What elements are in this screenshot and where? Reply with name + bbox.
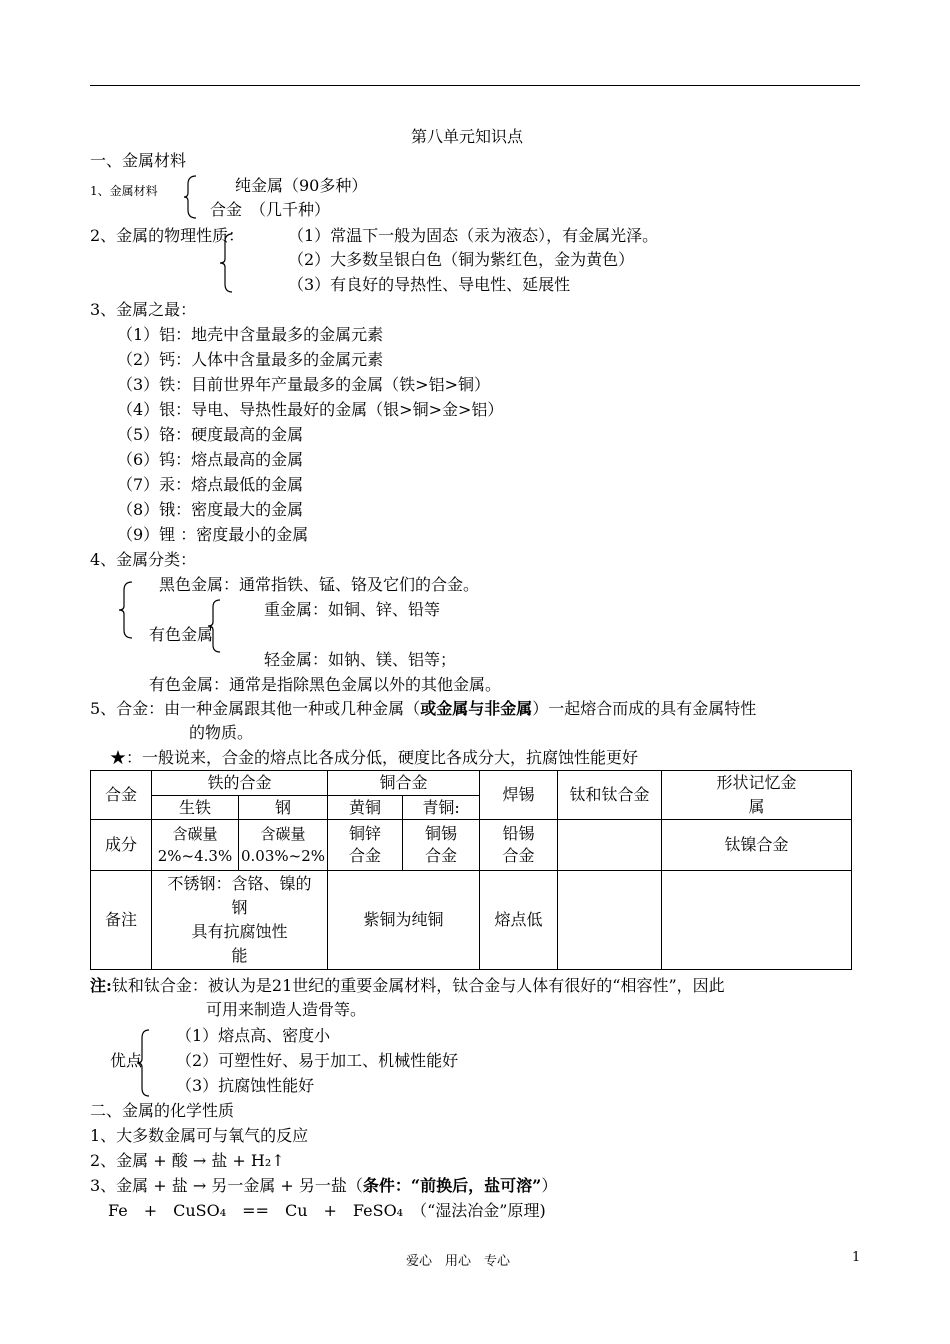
header-copper-alloy: 铜合金 bbox=[328, 771, 480, 796]
cell-shape-memory-remarks bbox=[662, 871, 852, 970]
item4-label: 4、金属分类： bbox=[90, 550, 197, 569]
item2-label: 2、金属的物理性质： bbox=[90, 226, 245, 245]
alloy-def-bold: 或金属与非金属 bbox=[420, 699, 533, 718]
cell-solder-comp: 铅锡 合金 bbox=[480, 820, 558, 871]
superlative-8: （8）锇：密度最大的金属 bbox=[117, 500, 304, 519]
alloy-text: 合金 （几千种） bbox=[210, 200, 331, 219]
black-metal-text: 黑色金属：通常指铁、锰、铬及它们的合金。 bbox=[159, 575, 480, 594]
section2-heading: 二、金属的化学性质 bbox=[90, 1101, 235, 1120]
cell-shape-memory-comp: 钛镍合金 bbox=[662, 820, 852, 871]
item1-brace bbox=[184, 174, 198, 220]
colored-metal-def: 有色金属：通常是指除黑色金属以外的其他金属。 bbox=[149, 675, 502, 694]
pure-metal-text: 纯金属（90多种） bbox=[235, 176, 368, 195]
chem-prop-3-part1: 3、金属 + 盐 → 另一金属 + 另一盐（ bbox=[90, 1176, 363, 1195]
chem-prop-2: 2、金属 + 酸 → 盐 + H₂↑ bbox=[90, 1151, 285, 1170]
cell-steel-comp: 含碳量 0.03%~2% bbox=[239, 820, 328, 871]
alloy-definition bbox=[90, 699, 756, 719]
footer-text: 爱心 用心 专心 bbox=[406, 1254, 511, 1269]
section1-heading: 一、金属材料 bbox=[90, 151, 187, 170]
superlative-9: （9）锂 ：密度最小的金属 bbox=[117, 525, 309, 544]
superlative-5: （5）铬：硬度最高的金属 bbox=[117, 425, 304, 444]
alloy-table bbox=[90, 770, 852, 970]
subheader-bronze: 青铜: bbox=[403, 796, 480, 820]
page-title: 第八单元知识点 bbox=[411, 127, 524, 146]
chem-prop-3-condition: 条件：“前换后，盐可溶” bbox=[362, 1176, 542, 1195]
page-number: 1 bbox=[852, 1250, 861, 1265]
superlative-2: （2）钙：人体中含量最多的金属元素 bbox=[117, 350, 384, 369]
cell-brass-comp: 铜锌 合金 bbox=[328, 820, 403, 871]
phys-prop-2: （2）大多数呈银白色（铜为紫红色，金为黄色） bbox=[288, 250, 635, 269]
heavy-metal-text: 重金属：如铜、锌、铅等 bbox=[264, 600, 441, 619]
phys-prop-3: （3）有良好的导热性、导电性、延展性 bbox=[288, 275, 571, 294]
note-label: 注: bbox=[90, 976, 112, 995]
alloy-def-part1: 5、合金：由一种金属跟其他一种或几种金属（ bbox=[90, 699, 421, 718]
header-rule bbox=[90, 85, 860, 86]
cell-titanium-comp bbox=[558, 820, 662, 871]
note-text: 钛和钛合金：被认为是21世纪的重要金属材料，钛合金与人体有很好的“相容性”，因此 bbox=[111, 976, 725, 995]
row-label-remarks: 备注 bbox=[91, 871, 152, 970]
phys-prop-1: （1）常温下一般为固态（汞为液态），有金属光泽。 bbox=[288, 226, 659, 245]
superlative-1: （1）铝：地壳中含量最多的金属元素 bbox=[117, 325, 384, 344]
superlative-4: （4）银：导电、导热性最好的金属（银>铜>金>铝） bbox=[117, 400, 504, 419]
header-solder: 焊锡 bbox=[480, 771, 558, 820]
note-line2: 可用来制造人造骨等。 bbox=[206, 1000, 367, 1019]
cell-copper-remarks: 紫铜为纯铜 bbox=[328, 871, 480, 970]
subheader-brass: 黄铜 bbox=[328, 796, 403, 820]
header-iron-alloy: 铁的合金 bbox=[152, 771, 328, 796]
cell-pig-iron-comp: 含碳量 2%~4.3% bbox=[152, 820, 239, 871]
advantage-2: （2）可塑性好、易于加工、机械性能好 bbox=[176, 1051, 459, 1070]
light-metal-text: 轻金属：如钠、镁、铝等； bbox=[264, 650, 457, 669]
superlative-7: （7）汞：熔点最低的金属 bbox=[117, 475, 304, 494]
cell-bronze-comp: 铜锡 合金 bbox=[403, 820, 480, 871]
header-shape-memory: 形状记忆金属 bbox=[662, 771, 852, 820]
superlative-6: （6）钨：熔点最高的金属 bbox=[117, 450, 304, 469]
advantages-label: 优点 bbox=[110, 1051, 143, 1070]
row-label-composition: 成分 bbox=[91, 820, 152, 871]
chem-prop-1: 1、大多数金属可与氧气的反应 bbox=[90, 1126, 309, 1145]
titanium-note bbox=[90, 976, 725, 996]
alloy-def-line2: 的物质。 bbox=[189, 723, 254, 742]
alloy-star-note: ★：一般说来，合金的熔点比各成分低，硬度比各成分大，抗腐蚀性能更好 bbox=[110, 748, 639, 767]
cell-solder-remarks: 熔点低 bbox=[480, 871, 558, 970]
header-titanium: 钛和钛合金 bbox=[558, 771, 662, 820]
subheader-pig-iron: 生铁 bbox=[152, 796, 239, 820]
cell-iron-remarks: 不锈钢：含铬、镍的 钢 具有抗腐蚀性 能 bbox=[152, 871, 328, 970]
alloy-def-part3: ）一起熔合而成的具有金属特性 bbox=[532, 699, 757, 718]
subheader-steel: 钢 bbox=[239, 796, 328, 820]
classification-brace bbox=[118, 580, 134, 640]
colored-metal-label: 有色金属 bbox=[149, 625, 214, 644]
chem-prop-3 bbox=[90, 1176, 557, 1196]
cell-titanium-remarks bbox=[558, 871, 662, 970]
displacement-equation: Fe + CuSO₄ == Cu + FeSO₄ （“湿法冶金”原理) bbox=[108, 1201, 546, 1220]
item1-label: 1、金属材料 bbox=[90, 184, 158, 198]
header-alloy: 合金 bbox=[91, 771, 152, 820]
item3-label: 3、金属之最： bbox=[90, 300, 197, 319]
chem-prop-3-part3: ） bbox=[541, 1176, 558, 1195]
superlative-3: （3）铁：目前世界年产量最多的金属（铁>铝>铜） bbox=[117, 375, 490, 394]
advantage-1: （1）熔点高、密度小 bbox=[176, 1026, 331, 1045]
advantage-3: （3）抗腐蚀性能好 bbox=[176, 1076, 315, 1095]
item2-brace bbox=[220, 232, 234, 294]
